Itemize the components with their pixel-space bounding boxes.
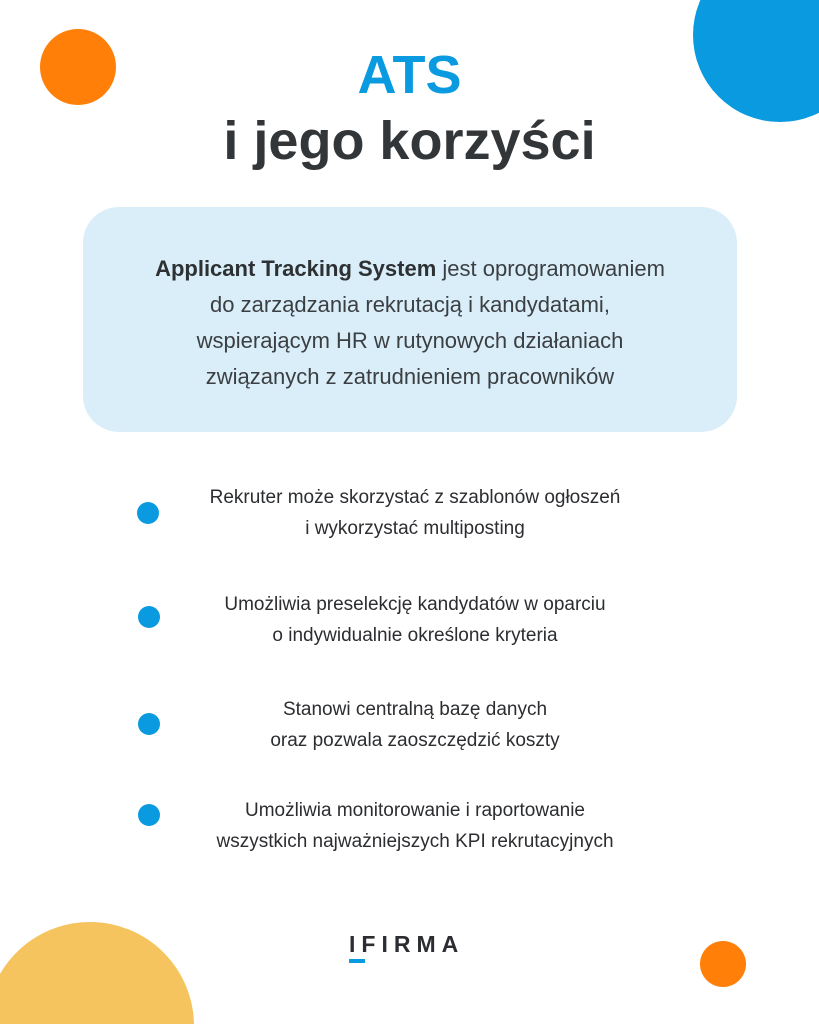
benefit-item-1 — [170, 482, 660, 544]
bullet-dot-icon — [138, 804, 160, 826]
intro-line-4: związanych z zatrudnieniem pracowników — [205, 364, 615, 389]
bullet-dot-icon — [137, 502, 159, 524]
benefit-2-line-2: o indywidualnie określone kryteria — [272, 625, 558, 646]
decorative-orange-circle-bottom-right — [700, 941, 746, 987]
bullet-dot-icon — [138, 606, 160, 628]
benefit-4-line-2: wszystkich najważniejszych KPI rekrutacyjnych — [216, 831, 614, 852]
benefit-4-line-1: Umożliwia monitorowanie i raportowanie — [244, 800, 586, 821]
intro-line-3: wspierającym HR w rutynowych działaniach — [196, 328, 624, 353]
intro-line-2: do zarządzania rekrutacją i kandydatami, — [210, 292, 610, 317]
page-subtitle: i jego korzyści — [223, 111, 596, 171]
decorative-yellow-circle-bottom-left — [0, 922, 194, 1024]
page-title: ATS — [357, 45, 462, 105]
intro-bold-term: Applicant Tracking System — [155, 256, 437, 281]
benefit-3-line-1: Stanowi centralną bazę danych — [282, 699, 548, 720]
bullet-dot-icon — [138, 713, 160, 735]
benefit-item-3 — [170, 694, 660, 756]
intro-box — [83, 207, 737, 432]
benefit-item-4 — [170, 795, 660, 857]
benefit-1-line-2: i wykorzystać multiposting — [305, 518, 525, 539]
benefit-3-line-2: oraz pozwala zaoszczędzić koszty — [270, 730, 560, 751]
logo-text: IFIRMA — [349, 931, 465, 957]
logo-accent-bar — [349, 959, 365, 963]
benefit-item-2 — [170, 589, 660, 651]
ifirma-logo — [349, 930, 470, 970]
benefit-1-line-1: Rekruter może skorzystać z szablonów ogłoszeń — [209, 487, 621, 508]
benefit-2-line-1: Umożliwia preselekcję kandydatów w oparciu — [224, 594, 606, 615]
intro-line-1-rest: jest oprogramowaniem — [436, 256, 665, 281]
intro-line-1 — [113, 251, 707, 287]
